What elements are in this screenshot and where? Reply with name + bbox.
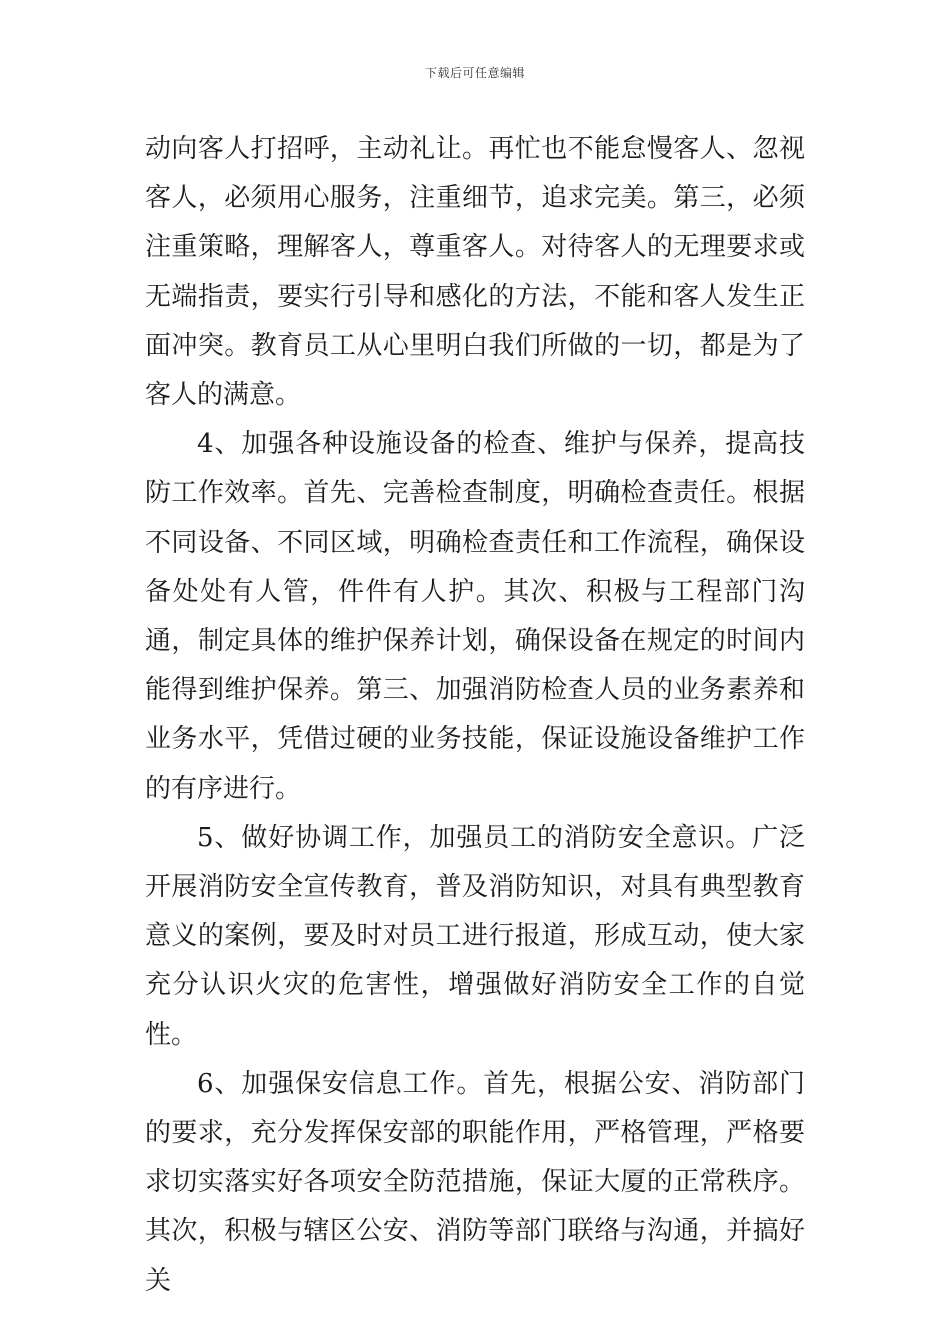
header-note: 下载后可任意编辑: [424, 66, 525, 80]
document-body: [145, 125, 805, 1306]
paragraph-continuation: 动向客人打招呼，主动礼让。再忙也不能怠慢客人、忽视客人，必须用心服务，注重细节，追求完美。第三，必须注重策略，理解客人，尊重客人。对待客人的无理要求或无端指责，要实行引导和感化的方法，不能和客人发生正面冲突。教育员工从心里明白我们所做的一切，都是为了客人的满意。: [145, 134, 805, 411]
paragraph-item-5: 5、做好协调工作，加强员工的消防安全意识。广泛开展消防安全宣传教育，普及消防知识，对具有典型教育意义的案例，要及时对员工进行报道，形成互动，使大家充分认识火灾的危害性，增强做好消防安全工作的自觉性。: [145, 822, 805, 1050]
paragraph-item-6: 6、加强保安信息工作。首先，根据公安、消防部门的要求，充分发挥保安部的职能作用，严格管理，严格要求切实落实好各项安全防范措施，保证大厦的正常秩序。其次，积极与辖区公安、消防等部门联络与沟通，并搞好关: [145, 1068, 805, 1296]
paragraph-item-4: 4、加强各种设施设备的检查、维护与保养，提高技防工作效率。首先、完善检查制度，明确检查责任。根据不同设备、不同区域，明确检查责任和工作流程，确保设备处处有人管，件件有人护。其次、积极与工程部门沟通，制定具体的维护保养计划，确保设备在规定的时间内能得到维护保养。第三、加强消防检查人员的业务素养和业务水平，凭借过硬的业务技能，保证设施设备维护工作的有序进行。: [145, 429, 805, 804]
